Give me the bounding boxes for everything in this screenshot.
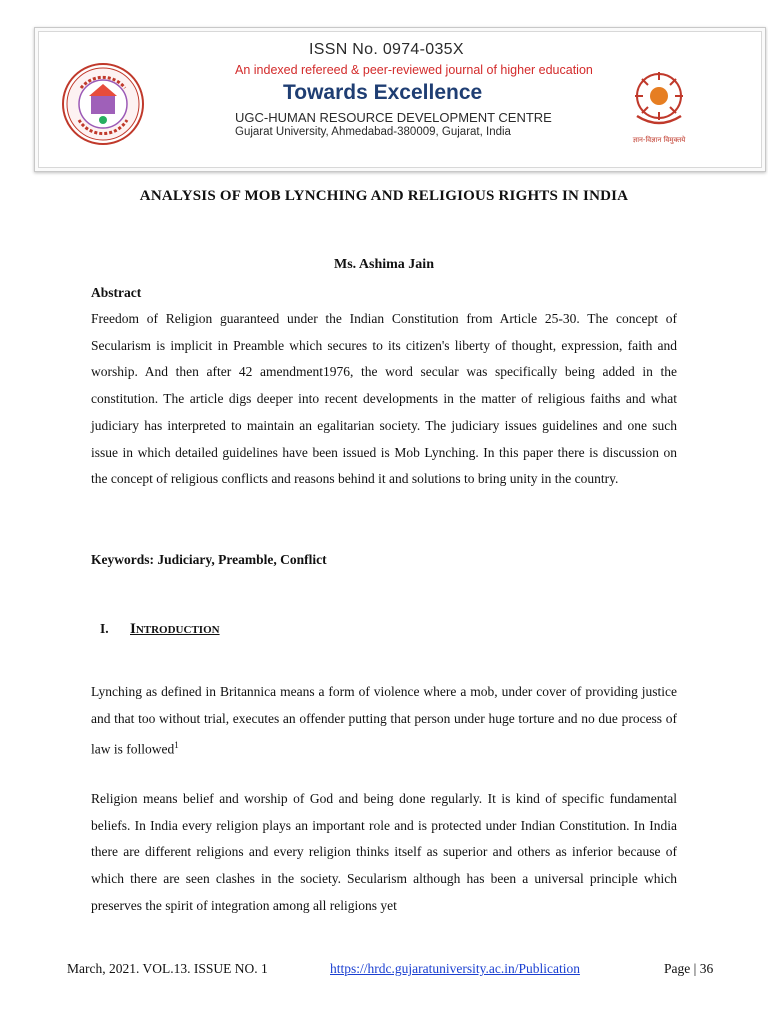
journal-header-banner [34,27,766,172]
issue-info: March, 2021. VOL.13. ISSUE NO. 1 [67,961,268,976]
publication-link[interactable]: https://hrdc.gujaratuniversity.ac.in/Publication [330,961,580,976]
abstract-heading: Abstract [91,285,142,300]
section-number: I. [100,621,109,636]
issn-number: ISSN No. 0974-035X [309,41,464,58]
page-footer [0,961,768,981]
intro-paragraph-2: Religion means belief and worship of God and being done regularly. It is kind of specific fundamental beliefs. In India every religion plays an important role and is protected under Indian Constitution. In India there are different religions and every religion thinks itself as superior and others as inferior because of which there are seen clashes in the society. Secularism although has been a universal principle which preserves the spirit of integration among all religions yet [91,791,677,913]
section-heading-introduction [100,621,220,638]
journal-header-inner [38,31,762,168]
centre-name: UGC-HUMAN RESOURCE DEVELOPMENT CENTRE [235,110,552,125]
abstract-paragraph: Freedom of Religion guaranteed under the Indian Constitution from Article 25-30. The concept of Secularism is implicit in Preamble which secures to its citizen's liberty of thought, expression, faith and worship. And then after 42 amendment1976, the word secular was specifically being added in the constitution. The article digs deeper into recent developments in the matter of religious faiths and what judiciary has interpreted to maintain an egalitarian society. The judiciary issues guidelines and one such issue in which detailed guidelines have been issued is Mob Lynching. In this paper there is discussion on the concept of religious conflicts and reasons behind it and solutions to bring unity in the country. [91,311,677,487]
author-name: Ms. Ashima Jain [334,257,434,272]
centre-address: Gujarat University, Ahmedabad-380009, Gujarat, India [235,126,511,138]
ugc-emblem-motto: ज्ञान-विज्ञान विमुक्तये [632,136,686,144]
journal-header-text [235,41,595,138]
intro-paragraph-1-text: Lynching as defined in Britannica means a form of violence where a mob, under cover of providing justice and that too without trial, executes an offender putting that person under huge torture and no due process of law is followed [91,684,677,757]
paper-title: ANALYSIS OF MOB LYNCHING AND RELIGIOUS RIGHTS IN INDIA [139,188,629,204]
intro-paragraph-1 [91,679,677,764]
journal-tagline: An indexed refereed & peer-reviewed journal of higher education [235,63,593,77]
ugc-emblem-icon [623,66,695,148]
gujarat-university-seal-icon [61,62,145,146]
journal-title: Towards Excellence [283,81,483,104]
footnote-marker[interactable]: 1 [174,740,179,751]
keywords: Keywords: Judiciary, Preamble, Conflict [91,552,327,567]
page-number: Page | 36 [664,961,714,976]
section-title: Introduction [130,621,220,637]
